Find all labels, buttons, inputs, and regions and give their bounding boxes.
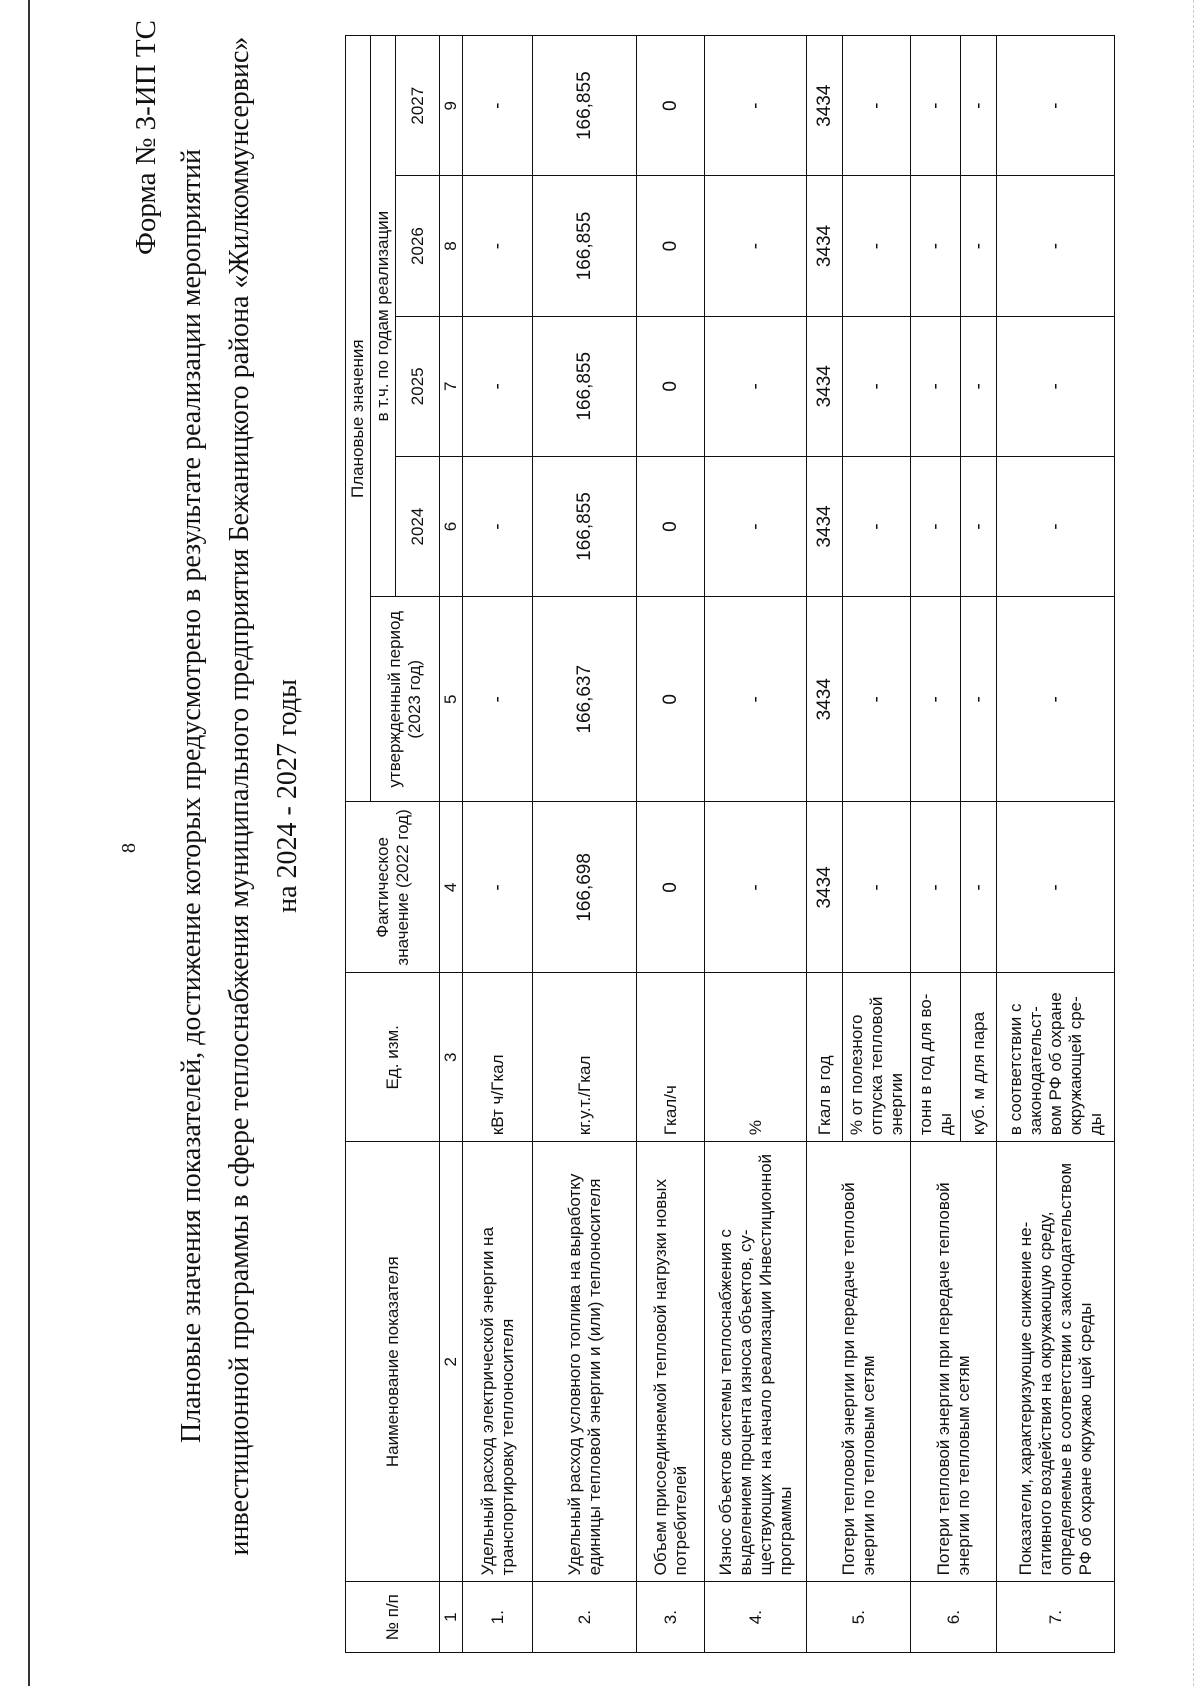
value-actual: - bbox=[911, 802, 961, 973]
title-line-1: Плановые значения показателей, достижение которых предусмотрено в результате реализации мероприятий bbox=[176, 149, 207, 1444]
value-approved: - bbox=[705, 597, 807, 802]
value-2027: - bbox=[463, 36, 533, 176]
table-row bbox=[463, 36, 533, 1653]
row-number: 3. bbox=[637, 1582, 705, 1653]
value-2024: - bbox=[463, 456, 533, 596]
value-2024: - bbox=[997, 456, 1115, 596]
value-actual: 166,698 bbox=[533, 802, 637, 973]
header-approved: утвержденный период (2023 год) bbox=[371, 597, 440, 802]
value-2027: - bbox=[911, 36, 961, 176]
row-number: 5. bbox=[807, 1582, 911, 1653]
value-2025: 3434 bbox=[807, 316, 843, 456]
row-number: 6. bbox=[911, 1582, 997, 1653]
indicator-unit: в соответствии с законодательст-вом РФ об охране окружающей сре-ды bbox=[997, 973, 1115, 1142]
value-approved: - bbox=[911, 597, 961, 802]
value-2026: 3434 bbox=[807, 176, 843, 316]
value-2027: 0 bbox=[637, 36, 705, 176]
value-2026: - bbox=[843, 176, 911, 316]
value-2027: - bbox=[961, 36, 997, 176]
indicator-unit: кг.у.т./Гкал bbox=[533, 973, 637, 1142]
header-year-2025: 2025 bbox=[396, 316, 440, 456]
header-unit: Ед. изм. bbox=[346, 973, 440, 1142]
col-number: 1 bbox=[440, 1582, 463, 1653]
value-2026: 166,855 bbox=[533, 176, 637, 316]
value-approved: - bbox=[463, 597, 533, 802]
row-number: 2. bbox=[533, 1582, 637, 1653]
value-actual: - bbox=[843, 802, 911, 973]
value-2026: - bbox=[463, 176, 533, 316]
value-2026: - bbox=[705, 176, 807, 316]
value-approved: - bbox=[961, 597, 997, 802]
indicator-name: Показатели, характеризующие снижение не-гативного воздействия на окружающую среду, определяемые в соответствии с законодательством РФ об охране окружаю щей среды bbox=[997, 1142, 1115, 1582]
value-2025: 0 bbox=[637, 316, 705, 456]
form-number: Форма № 3-ИП ТС bbox=[130, 20, 162, 256]
header-year-2027: 2027 bbox=[396, 36, 440, 176]
indicator-name: Удельный расход условного топлива на выработку единицы тепловой энергии и (или) теплоносителя bbox=[533, 1142, 637, 1582]
value-2027: 3434 bbox=[807, 36, 843, 176]
value-actual: 0 bbox=[637, 802, 705, 973]
col-number: 4 bbox=[440, 802, 463, 973]
indicator-unit: Гкал в год bbox=[807, 973, 843, 1142]
indicator-unit: % bbox=[705, 973, 807, 1142]
value-2024: 0 bbox=[637, 456, 705, 596]
indicator-unit: тонн в год для во-ды bbox=[911, 973, 961, 1142]
indicator-name: Износ объектов системы теплоснабжения с выделением процента износа объектов, су-ществующих на начало реализации Инвестиционной программы bbox=[705, 1142, 807, 1582]
indicator-unit: % от полезного отпуска тепловой энергии bbox=[843, 973, 911, 1142]
indicator-name: Удельный расход электрической энергии на транспортировку теплоносителя bbox=[463, 1142, 533, 1582]
value-2024: - bbox=[911, 456, 961, 596]
table-row bbox=[911, 36, 961, 1653]
value-2024: 166,855 bbox=[533, 456, 637, 596]
col-number: 5 bbox=[440, 597, 463, 802]
value-actual: 3434 bbox=[807, 802, 843, 973]
value-2024: 3434 bbox=[807, 456, 843, 596]
title-line-2: инвестиционной программы в сфере теплоснабжения муниципального предприятия Бежаницкого района «Жилкоммунсервис» bbox=[224, 36, 255, 1556]
indicator-unit: Гкал/ч bbox=[637, 973, 705, 1142]
indicators-table bbox=[345, 35, 1115, 1653]
value-2024: - bbox=[843, 456, 911, 596]
value-2024: - bbox=[705, 456, 807, 596]
col-number: 3 bbox=[440, 973, 463, 1142]
value-2025: - bbox=[843, 316, 911, 456]
value-2026: - bbox=[961, 176, 997, 316]
table-row bbox=[997, 36, 1115, 1653]
indicator-unit: кВт ч/Гкал bbox=[463, 973, 533, 1142]
value-2025: - bbox=[463, 316, 533, 456]
value-approved: 0 bbox=[637, 597, 705, 802]
value-2027: - bbox=[705, 36, 807, 176]
indicator-name: Потери тепловой энергии при передаче тепловой энергии по тепловым сетям bbox=[911, 1142, 997, 1582]
value-2026: - bbox=[997, 176, 1115, 316]
value-2025: - bbox=[705, 316, 807, 456]
header-planned: Плановые значения bbox=[346, 36, 371, 802]
table-row bbox=[807, 36, 843, 1653]
value-2027: - bbox=[843, 36, 911, 176]
value-2025: - bbox=[961, 316, 997, 456]
header-num: № п/п bbox=[346, 1582, 440, 1653]
header-year-2024: 2024 bbox=[396, 456, 440, 596]
column-number-row bbox=[440, 36, 463, 1653]
row-number: 4. bbox=[705, 1582, 807, 1653]
value-2024: - bbox=[961, 456, 997, 596]
indicator-name: Объем присоединяемой тепловой нагрузки новых потребителей bbox=[637, 1142, 705, 1582]
header-name: Наименование показателя bbox=[346, 1142, 440, 1582]
value-approved: 166,637 bbox=[533, 597, 637, 802]
value-approved: - bbox=[843, 597, 911, 802]
value-2027: 166,855 bbox=[533, 36, 637, 176]
value-2027: - bbox=[997, 36, 1115, 176]
col-number: 2 bbox=[440, 1142, 463, 1582]
col-number: 7 bbox=[440, 316, 463, 456]
value-2025: - bbox=[997, 316, 1115, 456]
table-row bbox=[637, 36, 705, 1653]
value-actual: - bbox=[463, 802, 533, 973]
page-number: 8 bbox=[118, 843, 140, 853]
col-number: 6 bbox=[440, 456, 463, 596]
header-year-2026: 2026 bbox=[396, 176, 440, 316]
table-row bbox=[705, 36, 807, 1653]
value-actual: - bbox=[705, 802, 807, 973]
value-2025: - bbox=[911, 316, 961, 456]
col-number: 9 bbox=[440, 36, 463, 176]
indicator-name: Потери тепловой энергии при передаче тепловой энергии по тепловым сетям bbox=[807, 1142, 911, 1582]
row-number: 7. bbox=[997, 1582, 1115, 1653]
value-2026: - bbox=[911, 176, 961, 316]
value-2025: 166,855 bbox=[533, 316, 637, 456]
header-by-years: в т.ч. по годам реализации bbox=[371, 36, 396, 597]
value-actual: - bbox=[997, 802, 1115, 973]
value-approved: - bbox=[997, 597, 1115, 802]
header-actual: Фактическое значение (2022 год) bbox=[346, 802, 440, 973]
title-line-3: на 2024 - 2027 годы bbox=[272, 679, 303, 913]
value-approved: 3434 bbox=[807, 597, 843, 802]
value-actual: - bbox=[961, 802, 997, 973]
row-number: 1. bbox=[463, 1582, 533, 1653]
table-row bbox=[533, 36, 637, 1653]
col-number: 8 bbox=[440, 176, 463, 316]
document-title bbox=[168, 26, 312, 1566]
value-2026: 0 bbox=[637, 176, 705, 316]
indicator-unit: куб. м для пара bbox=[961, 973, 997, 1142]
